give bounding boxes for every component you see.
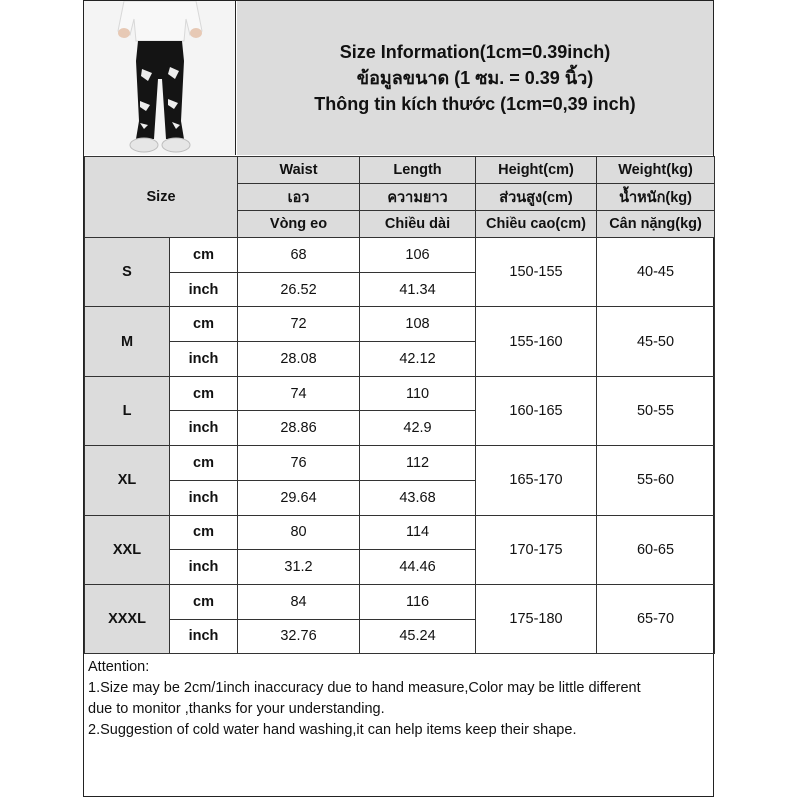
- unit-cm: cm: [170, 376, 238, 411]
- waist-cm: 76: [238, 446, 360, 481]
- length-cm: 114: [360, 515, 476, 550]
- col-waist-en: Waist: [238, 157, 360, 184]
- unit-inch: inch: [170, 480, 238, 515]
- col-waist-vi: Vòng eo: [238, 211, 360, 238]
- size-name: XL: [85, 446, 170, 515]
- unit-inch: inch: [170, 272, 238, 307]
- attention-line-2: 2.Suggestion of cold water hand washing,it can help items keep their shape.: [88, 722, 577, 738]
- waist-inch: 31.2: [238, 550, 360, 585]
- table-row: [85, 515, 715, 550]
- waist-cm: 74: [238, 376, 360, 411]
- unit-cm: cm: [170, 446, 238, 481]
- length-inch: 41.34: [360, 272, 476, 307]
- unit-inch: inch: [170, 411, 238, 446]
- length-cm: 106: [360, 238, 476, 273]
- col-weight-vi: Cân nặng(kg): [597, 211, 715, 238]
- unit-cm: cm: [170, 584, 238, 619]
- attention-notes: [88, 657, 712, 741]
- weight-range: 55-60: [597, 446, 715, 515]
- table-row: [85, 238, 715, 273]
- unit-inch: inch: [170, 342, 238, 377]
- waist-cm: 80: [238, 515, 360, 550]
- size-column-title: Size: [85, 157, 238, 238]
- col-length-vi: Chiều dài: [360, 211, 476, 238]
- size-table: [84, 156, 715, 654]
- col-height-th: ส่วนสูง(cm): [476, 184, 597, 211]
- waist-cm: 84: [238, 584, 360, 619]
- size-name: L: [85, 376, 170, 445]
- header-line-vietnamese: Thông tin kích thước (1cm=0,39 inch): [314, 94, 636, 114]
- weight-range: 60-65: [597, 515, 715, 584]
- table-row: [85, 584, 715, 619]
- weight-range: 40-45: [597, 238, 715, 307]
- header-line-thai: ข้อมูลขนาด (1 ซม. = 0.39 นิ้ว): [356, 68, 594, 88]
- jeans-photo-icon: [84, 1, 236, 155]
- waist-inch: 29.64: [238, 480, 360, 515]
- header-row-english: [85, 157, 715, 184]
- size-info-header: [237, 1, 713, 155]
- unit-cm: cm: [170, 307, 238, 342]
- height-range: 170-175: [476, 515, 597, 584]
- size-name: XXXL: [85, 584, 170, 653]
- weight-range: 50-55: [597, 376, 715, 445]
- col-weight-en: Weight(kg): [597, 157, 715, 184]
- length-inch: 45.24: [360, 619, 476, 654]
- waist-inch: 28.86: [238, 411, 360, 446]
- size-name: S: [85, 238, 170, 307]
- col-height-en: Height(cm): [476, 157, 597, 184]
- attention-title: Attention:: [88, 659, 150, 675]
- col-length-th: ความยาว: [360, 184, 476, 211]
- attention-line-1: 1.Size may be 2cm/1inch inaccuracy due to hand measure,Color may be little different: [88, 680, 641, 696]
- length-cm: 108: [360, 307, 476, 342]
- col-length-en: Length: [360, 157, 476, 184]
- length-cm: 116: [360, 584, 476, 619]
- waist-cm: 68: [238, 238, 360, 273]
- height-range: 175-180: [476, 584, 597, 653]
- weight-range: 65-70: [597, 584, 715, 653]
- waist-inch: 26.52: [238, 272, 360, 307]
- waist-inch: 32.76: [238, 619, 360, 654]
- attention-line-1-continued: due to monitor ,thanks for your understanding.: [88, 701, 385, 717]
- length-cm: 110: [360, 376, 476, 411]
- length-inch: 42.9: [360, 411, 476, 446]
- length-inch: 43.68: [360, 480, 476, 515]
- weight-range: 45-50: [597, 307, 715, 376]
- unit-cm: cm: [170, 515, 238, 550]
- table-row: [85, 307, 715, 342]
- height-range: 165-170: [476, 446, 597, 515]
- height-range: 150-155: [476, 238, 597, 307]
- size-name: M: [85, 307, 170, 376]
- header-line-english: Size Information(1cm=0.39inch): [339, 42, 611, 62]
- height-range: 160-165: [476, 376, 597, 445]
- table-row: [85, 446, 715, 481]
- product-photo: [84, 1, 236, 155]
- col-weight-th: น้ำหนัก(kg): [597, 184, 715, 211]
- length-inch: 42.12: [360, 342, 476, 377]
- col-waist-th: เอว: [238, 184, 360, 211]
- table-row: [85, 376, 715, 411]
- waist-inch: 28.08: [238, 342, 360, 377]
- unit-inch: inch: [170, 550, 238, 585]
- length-cm: 112: [360, 446, 476, 481]
- size-name: XXL: [85, 515, 170, 584]
- waist-cm: 72: [238, 307, 360, 342]
- col-height-vi: Chiều cao(cm): [476, 211, 597, 238]
- height-range: 155-160: [476, 307, 597, 376]
- unit-inch: inch: [170, 619, 238, 654]
- length-inch: 44.46: [360, 550, 476, 585]
- unit-cm: cm: [170, 238, 238, 273]
